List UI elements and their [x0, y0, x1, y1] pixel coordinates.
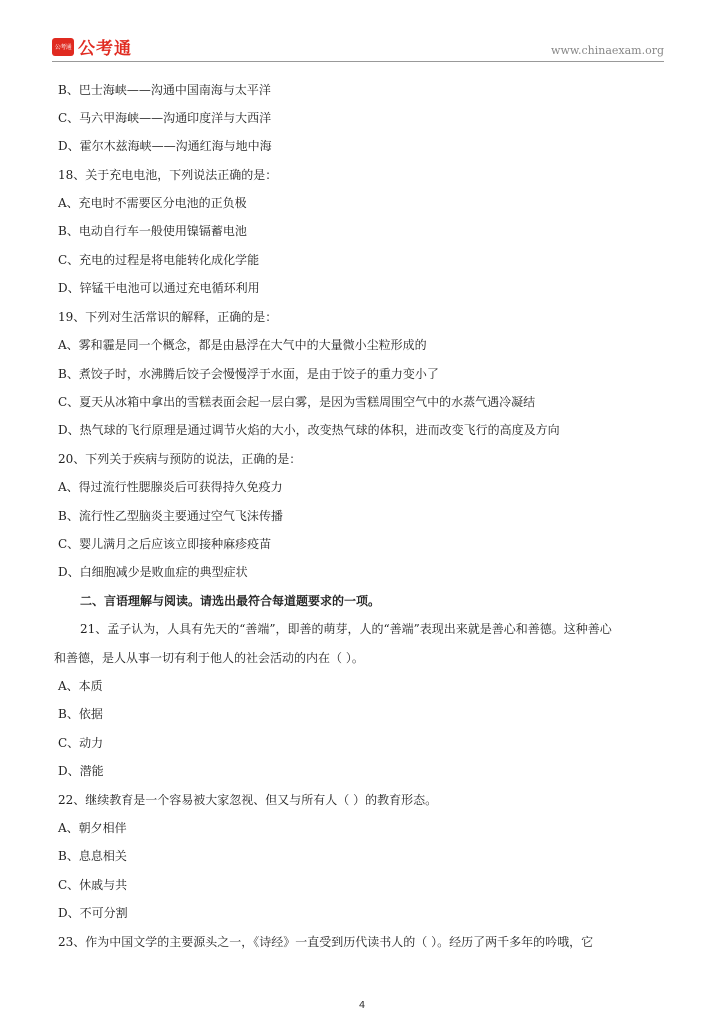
option-line: B、依据 — [58, 707, 103, 721]
option-line: A、充电时不需要区分电池的正负极 — [58, 196, 247, 210]
logo-badge: 公考通 — [52, 38, 74, 56]
option-line: D、霍尔木兹海峡——沟通红海与地中海 — [58, 139, 272, 153]
page-number: 4 — [358, 1000, 366, 1011]
option-line: B、流行性乙型脑炎主要通过空气飞沫传播 — [58, 509, 283, 523]
question-line: 21、孟子认为，人具有先天的“善端”，即善的萌芽，人的“善端”表现出来就是善心和善德。这种善心 — [80, 622, 612, 636]
option-line: B、电动自行车一般使用镍镉蓄电池 — [58, 224, 247, 238]
option-line: A、得过流行性腮腺炎后可获得持久免疫力 — [58, 480, 283, 494]
site-url: www.chinaexam.org — [551, 44, 664, 57]
option-line: C、夏天从冰箱中拿出的雪糕表面会起一层白雾，是因为雪糕周围空气中的水蒸气遇冷凝结 — [58, 395, 536, 409]
option-line: A、本质 — [58, 679, 103, 693]
option-line: C、马六甲海峡——沟通印度洋与大西洋 — [58, 111, 272, 125]
option-line: D、潜能 — [58, 764, 104, 778]
question-line: 19、下列对生活常识的解释，正确的是： — [58, 310, 278, 324]
option-line: B、巴士海峡——沟通中国南海与太平洋 — [58, 83, 271, 97]
option-line: B、煮饺子时，水沸腾后饺子会慢慢浮于水面，是由于饺子的重力变小了 — [58, 367, 439, 381]
option-line: D、热气球的飞行原理是通过调节火焰的大小，改变热气球的体积，进而改变飞行的高度及方向 — [58, 423, 560, 437]
page-header — [52, 34, 664, 62]
option-line: D、白细胞减少是败血症的典型症状 — [58, 565, 248, 579]
question-line: 23、作为中国文学的主要源头之一，《诗经》一直受到历代读书人的（ ）。经历了两千多年的吟哦，它 — [58, 935, 594, 949]
option-line: C、充电的过程是将电能转化成化学能 — [58, 253, 260, 267]
option-line: C、婴儿满月之后应该立即接种麻疹疫苗 — [58, 537, 272, 551]
option-line: A、雾和霾是同一个概念，都是由悬浮在大气中的大量微小尘粒形成的 — [58, 338, 427, 352]
question-line: 20、下列关于疾病与预防的说法，正确的是： — [58, 452, 302, 466]
header-divider — [52, 61, 664, 62]
logo-text: 公考通 — [78, 39, 132, 59]
option-line: D、锌锰干电池可以通过充电循环利用 — [58, 281, 260, 295]
option-line: A、朝夕相伴 — [58, 821, 127, 835]
question-line: 22、继续教育是一个容易被大家忽视、但又与所有人（ ）的教育形态。 — [58, 793, 438, 807]
question-line: 和善德，是人从事一切有利于他人的社会活动的内在（ ）。 — [54, 651, 364, 665]
option-line: D、不可分割 — [58, 906, 128, 920]
option-line: B、息息相关 — [58, 849, 127, 863]
section-heading: 二、言语理解与阅读。请选出最符合每道题要求的一项。 — [80, 594, 381, 608]
logo — [52, 34, 132, 59]
question-line: 18、关于充电电池，下列说法正确的是： — [58, 168, 278, 182]
option-line: C、休戚与共 — [58, 878, 128, 892]
option-line: C、动力 — [58, 736, 104, 750]
